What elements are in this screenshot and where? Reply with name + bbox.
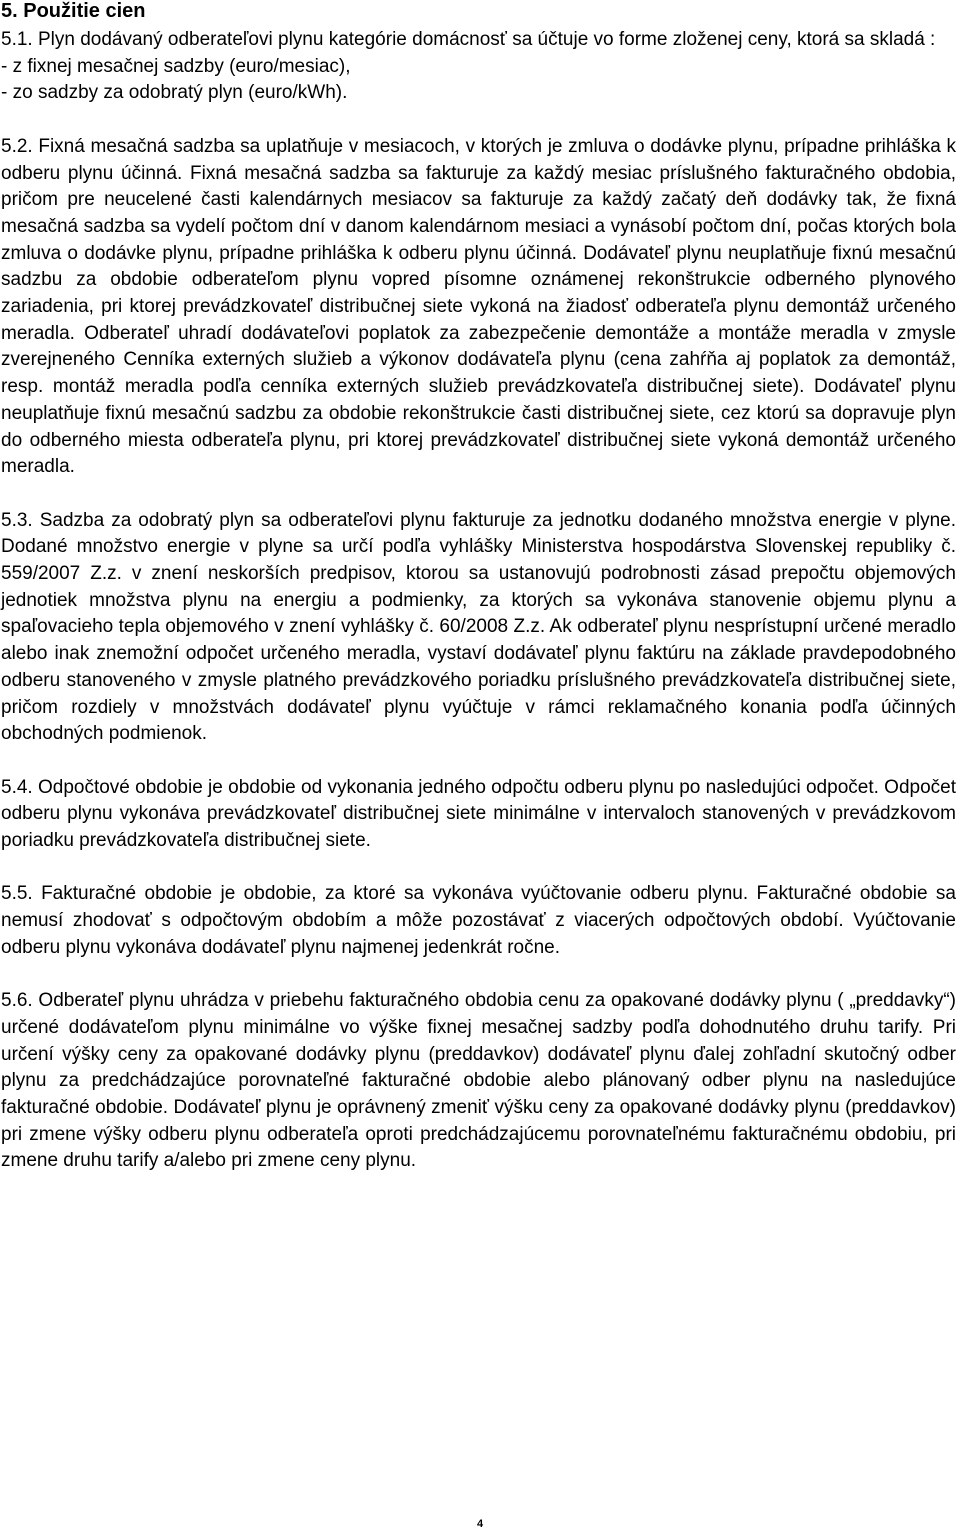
paragraph-gap [1,962,956,989]
paragraph-gap [1,481,956,508]
paragraph-gap [1,855,956,882]
paragraph-5-6: 5.6. Odberateľ plynu uhrádza v priebehu fakturačného obdobia cenu za opakované dodávky plynu ( „preddavky“) určené dodávateľom plynu minimálne vo výške fixnej mesačnej sadzby podľa dohodnutého druhu tarify. Pri určení výšky ceny za opakované dodávky plynu (preddavkov) dodávateľ plynu ďalej zohľadní skutočný odber plynu za predchádzajúce porovnateľné fakturačné obdobie alebo plánovaný odber plynu na nasledujúce fakturačné obdobie. Dodávateľ plynu je oprávnený zmeniť výšku ceny za opakované dodávky plynu (preddavkov) pri zmene výšky odberu plynu odberateľa oproti predchádzajúcemu porovnateľnému fakturačnému obdobiu, pri zmene druhu tarify a/alebo pri zmene ceny plynu. [1,990,956,1172]
paragraph-5-1-item-fixed: - z fixnej mesačnej sadzby (euro/mesiac), [1,55,351,77]
paragraph-5-4: 5.4. Odpočtové obdobie je obdobie od vykonania jedného odpočtu odberu plynu po nasledujúci odpočet. Odpočet odberu plynu vykonáva prevádzkovateľ distribučnej siete minimálne v intervaloch stanovených v prevádzkovom poriadku prevádzkovateľa distribučnej siete. [1,776,956,852]
paragraph-gap [1,748,956,775]
page-number: 4 [476,1518,484,1530]
paragraph-5-3: 5.3. Sadzba za odobratý plyn sa odberateľovi plynu fakturuje za jednotku dodaného množstva energie v plyne. Dodané množstvo energie v plyne sa určí podľa vyhlášky Ministerstva hospodárstva Slovenskej republiky č. 559/2007 Z.z. v znení neskorších predpisov, ktorou sa ustanovujú podrobnosti zásad prepočtu objemových jednotiek množstva plynu na energiu a podmienky, za ktorých sa vykonáva stanovenie objemu plynu a spaľovacieho tepla objemového v znení vyhlášky č. 60/2008 Z.z. Ak odberateľ plynu nesprístupní určené meradlo alebo inak znemožní odpočet určeného meradla, vystaví dodávateľ plynu faktúru na základe pravdepodobného odberu stanoveného v zmysle platného prevádzkového poriadku príslušného prevádzkovateľa distribučnej siete, pričom rozdiely v množstvách dodávateľ plynu vyúčtuje v rámci reklamačného konania podľa účinných obchodných podmienok. [1,509,956,745]
paragraph-5-1-intro: 5.1. Plyn dodávaný odberateľovi plynu kategórie domácnosť sa účtuje vo forme zloženej ceny, ktorá sa skladá : [1,29,936,50]
paragraph-gap [1,107,956,134]
section-heading: 5. Použitie cien [1,0,146,22]
paragraph-5-2: 5.2. Fixná mesačná sadzba sa uplatňuje v mesiacoch, v ktorých je zmluva o dodávke plynu, prípadne prihláška k odberu plynu účinná. Fixná mesačná sadzba sa fakturuje za každý mesiac príslušného fakturačného obdobia, pričom pre neucelené časti kalendárnych mesiacov sa fakturuje za každý začatý deň dodávky tak, že fixná mesačná sadzba sa vydelí počtom dní v danom kalendárnom mesiaci a vynásobí počtom dní, počas ktorých bola zmluva o dodávke plynu, prípadne prihláška k odberu plynu účinná. Dodávateľ plynu neuplatňuje fixnú mesačnú sadzbu za obdobie odberateľom plynu vopred písomne oznámenej rekonštrukcie odberného plynového zariadenia, pri ktorej prevádzkovateľ distribučnej siete vykoná na žiadosť odberateľa plynu demontáž určeného meradla. Odberateľ uhradí dodávateľovi poplatok za zabezpečenie demontáže a montáže meradla v zmysle zverejneného Cenníka externých služieb a výkonov dodávateľa plynu (cena zahŕňa aj poplatok za demontáž, resp. montáž meradla podľa cenníka externých služieb prevádzkovateľa distribučnej siete). Dodávateľ plynu neuplatňuje fixnú mesačnú sadzbu za obdobie rekonštrukcie časti distribučnej siete, cez ktorú sa dopravuje plyn do odberného miesta odberateľa plynu, pri ktorej prevádzkovateľ distribučnej siete vykoná demontáž určeného meradla. [1,135,956,478]
paragraph-5-1-item-rate: - zo sadzby za odobratý plyn (euro/kWh). [1,82,348,104]
paragraph-5-5: 5.5. Fakturačné obdobie je obdobie, za ktoré sa vykonáva vyúčtovanie odberu plynu. Fakturačné obdobie sa nemusí zhodovať s odpočtovým obdobím a môže pozostávať z viacerých odpočtových období. Vyúčtovanie odberu plynu vykonáva dodávateľ plynu najmenej jedenkrát ročne. [1,883,956,958]
